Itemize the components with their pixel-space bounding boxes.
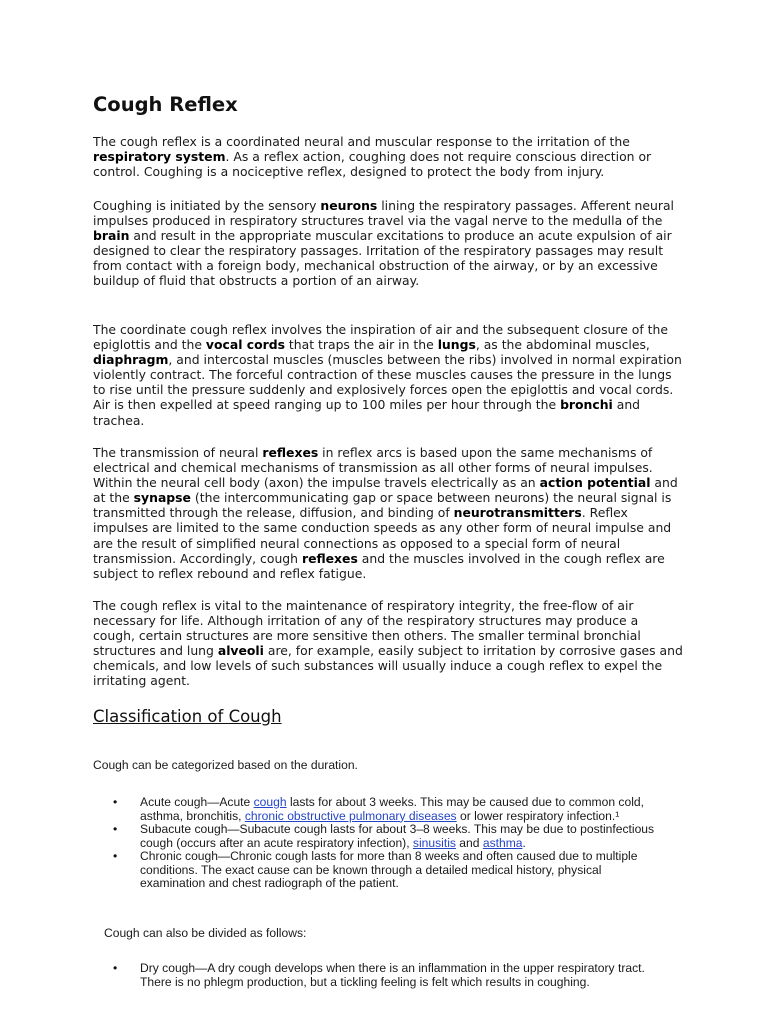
text-run: , and intercostal muscles (muscles between the ribs) involved in normal expiration violently contract. The forceful contraction of these muscles causes the pressure in the lungs to rise until the pressure suddenly and explosively forces open the epiglottis and vocal cords. Air is then expelled at speed ranging up to 100 miles per hour through the (93, 352, 682, 413)
text-run: and (455, 835, 483, 850)
bold-term: alveoli (217, 643, 264, 659)
text-run: Subacute cough—Subacute cough lasts for about 3–8 weeks. This may be due to postinfectious cough (occurs after an acute respiratory infection), (140, 822, 655, 850)
text-run: in reflex arcs is based upon the same mechanisms of electrical and chemical mechanisms of transmission as all other forms of neural impulses. Within the neural cell body (axon) the impulse travels electrically as an (93, 445, 653, 491)
text-run: and result in the appropriate muscular excitations to produce an acute expulsion of air designed to clear the respiratory passages. Irritation of the respiratory passages may result from contact with a foreign body, mechanical obstruction of the airway, or by an excessive buildup of fluid that obstructs a portion of an airway. (93, 228, 672, 289)
text-run: , as the abdominal muscles, (475, 337, 650, 353)
bold-term: neurotransmitters (453, 505, 582, 521)
paragraph-mechanism (93, 322, 683, 428)
inline-link[interactable]: chronic obstructive pulmonary diseases (244, 808, 457, 823)
text-run: Dry cough—A dry cough develops when there is an inflammation in the upper respiratory tract. There is no phlegm production, but a tickling feeling is felt which results in coughing. (140, 961, 645, 989)
bold-term: neurons (320, 198, 378, 213)
classification-intro: Cough can be categorized based on the duration. (93, 758, 358, 772)
inline-link[interactable]: sinusitis (412, 835, 456, 850)
bold-term: vocal cords (205, 337, 285, 353)
text-run: that traps the air in the (284, 337, 438, 353)
text-run: and at the (93, 475, 678, 506)
list-item (113, 962, 658, 989)
text-run: The transmission of neural (93, 445, 263, 460)
paragraph-transmission (93, 445, 683, 581)
text-run: Coughing is initiated by the sensory (93, 198, 321, 213)
text-run: or lower respiratory infection.¹ (456, 808, 620, 823)
text-run: Chronic cough—Chronic cough lasts for more than 8 weeks and often caused due to multiple conditions. The exact cause can be known through a detailed medical history, physical examination and chest radiograph of the patient. (140, 849, 638, 890)
text-run: (the intercommunicating gap or space between neurons) the neural signal is transmitted through the release, diffusion, and binding of (93, 490, 672, 521)
bold-term: brain (93, 228, 130, 244)
text-run: lasts for about 3 weeks. This may be caused due to common cold, asthma, bronchitis, (140, 795, 644, 823)
text-run: Acute cough—Acute (140, 795, 254, 809)
paragraph-intro (93, 134, 683, 179)
bold-term: bronchi (560, 397, 613, 413)
division-intro: Cough can also be divided as follows: (104, 926, 307, 940)
bold-term: respiratory system (93, 149, 226, 165)
text-run: . As a reflex action, coughing does not require conscious direction or control. Coughing is a nociceptive reflex, designed to protect the body from injury. (93, 149, 652, 180)
bold-term: reflexes (262, 445, 319, 460)
text-run: The coordinate cough reflex involves the inspiration of air and the subsequent closure of the epiglottis and the (93, 322, 668, 353)
paragraph-importance (93, 598, 683, 689)
text-run: and the muscles involved in the cough reflex are subject to reflex rebound and reflex fatigue. (93, 550, 665, 581)
text-run: . (522, 835, 526, 850)
inline-link[interactable]: asthma (482, 835, 523, 850)
text-run: The cough reflex is a coordinated neural and muscular response to the irritation of the (93, 134, 630, 149)
text-run: are, for example, easily subject to irritation by corrosive gases and chemicals, and low levels of such substances will usually induce a cough reflex to expel the irritating agent. (93, 643, 683, 689)
bold-term: reflexes (301, 550, 358, 566)
duration-list (113, 796, 658, 891)
list-item (113, 823, 658, 850)
text-run: and trachea. (93, 397, 641, 428)
bold-term: action potential (539, 475, 651, 491)
text-run: . Reflex impulses are limited to the same conduction speeds as any other form of neural impulse and are the result of simplified neural connections as opposed to a special form of neural transmission. Accordingly, cough (93, 505, 672, 566)
type-list (113, 962, 658, 989)
inline-link[interactable]: cough (253, 795, 287, 809)
page-title: Cough Reflex (93, 93, 238, 116)
paragraph-initiation (93, 198, 683, 289)
text-run: lining the respiratory passages. Afferent neural impulses produced in respiratory structures travel via the vagal nerve to the medulla of the (93, 198, 675, 229)
section-heading-classification: Classification of Cough (93, 707, 282, 726)
bold-term: lungs (437, 337, 476, 353)
bold-term: diaphragm (93, 352, 169, 368)
list-item (113, 850, 658, 891)
bold-term: synapse (133, 490, 191, 506)
text-run: The cough reflex is vital to the maintenance of respiratory integrity, the free-flow of air necessary for life. Although irritation of any of the respiratory structures may produce a cough, certain structures are more sensitive then others. The smaller terminal bronchial structures and lung (93, 598, 641, 659)
list-item (113, 796, 658, 823)
